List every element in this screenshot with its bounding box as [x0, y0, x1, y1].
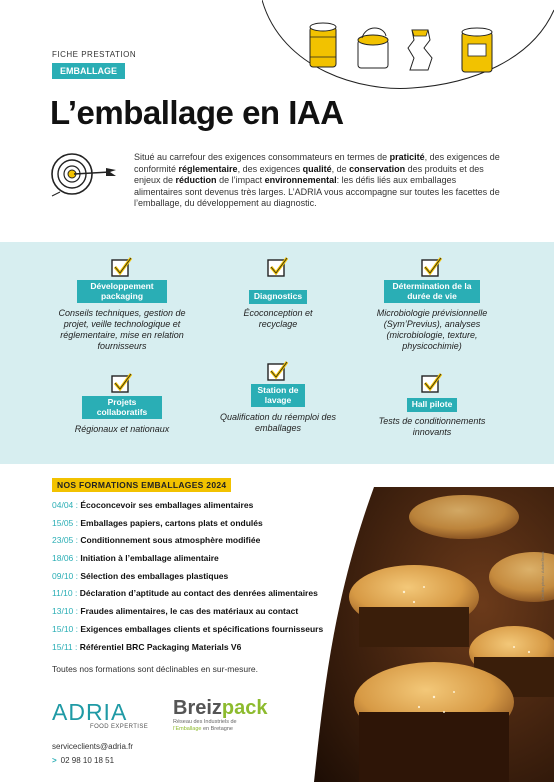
service-title: Projets collaboratifs	[82, 396, 162, 419]
service-desc: Régionaux et nationaux	[74, 423, 170, 434]
service-developpement	[52, 256, 192, 352]
target-icon	[50, 148, 122, 200]
service-desc: Microbiologie prévisionnelle (Sym’Previus), analyses (microbiologie, texture, physicochimie)	[376, 307, 488, 352]
breizpack-tagline-1: Réseau des Industriels de	[173, 719, 237, 725]
list-item: 04/04 : Écoconcevoir ses emballages alimentaires	[52, 500, 254, 510]
checkbox-icon	[267, 256, 289, 278]
intro-paragraph: Situé au carrefour des exigences consommateurs en termes de praticité, des exigences de conformité réglementaire, des exigences qualité, de conservation des produits et des enjeux de réduction de l’impact environnemental: les défis liés aux emballages alimentaires sont devenus très larges. L’ADRIA vous accompagne sur toutes les facettes de l’emballage, du développement au diagnostic.	[134, 152, 500, 209]
page-title: L’emballage en IAA	[50, 94, 344, 131]
adria-logo	[52, 700, 152, 730]
service-projets	[52, 372, 192, 435]
list-item: 09/10 : Sélection des emballages plastiques	[52, 570, 229, 581]
list-item: 15/05 : Emballages papiers, cartons plats et ondulés	[52, 517, 263, 528]
packaging-illustration	[262, 0, 554, 92]
arrow-icon: >	[52, 756, 57, 765]
list-item: 15/11 : Référentiel BRC Packaging Materials V6	[52, 641, 242, 652]
service-hall-pilote	[362, 372, 502, 438]
checkbox-icon	[421, 372, 443, 394]
contact-phone[interactable]: > 02 98 10 18 51	[52, 756, 115, 765]
list-item: 23/05 : Conditionnement sous atmosphère modifiée	[52, 535, 261, 546]
open-can-icon	[358, 28, 388, 68]
category-tag: EMBALLAGE	[52, 63, 125, 79]
service-title: Développement packaging	[77, 280, 167, 303]
service-duree-de-vie	[362, 256, 502, 352]
fiche-label: FICHE PRESTATION	[52, 50, 137, 59]
service-desc: Tests de conditionnements innovants	[378, 416, 486, 438]
service-station-lavage	[208, 360, 348, 434]
checkbox-icon	[111, 256, 133, 278]
list-item: 13/10 : Fraudes alimentaires, le cas des matériaux au contact	[52, 606, 299, 617]
breizpack-tagline-2: l’Emballage en Bretagne	[173, 726, 233, 732]
photo-credit: Crédits photo : AdobeStock	[540, 551, 545, 600]
list-item: 15/10 : Exigences emballages clients et spécifications fournisseurs	[52, 623, 324, 634]
contact-email[interactable]: serviceclients@adria.fr	[52, 742, 134, 751]
services-panel	[0, 242, 554, 464]
list-item: 18/06 : Initiation à l’emballage alimentaire	[52, 553, 219, 564]
can-icon-2	[462, 28, 492, 72]
formations-heading: NOS FORMATIONS EMBALLAGES 2024	[52, 478, 231, 492]
adria-tagline: FOOD EXPERTISE	[90, 724, 149, 730]
service-title: Diagnostics	[249, 290, 307, 304]
service-title: Station de lavage	[251, 384, 305, 407]
service-title: Détermination de la durée de vie	[384, 280, 480, 303]
baked-goods-photo	[314, 487, 554, 782]
service-desc: Conseils techniques, gestion de projet, veille technologique et réglementaire, mise en relation fournisseurs	[58, 307, 186, 352]
adria-wordmark: ADRIA	[52, 699, 128, 725]
service-diagnostics	[208, 256, 348, 330]
can-icon	[310, 23, 336, 67]
service-title: Hall pilote	[407, 398, 458, 412]
list-item: 11/10 : Déclaration d’aptitude au contact des denrées alimentaires	[52, 588, 318, 599]
checkbox-icon	[111, 372, 133, 394]
service-desc: Qualification du réemploi des emballages	[219, 411, 337, 433]
checkbox-icon	[267, 360, 289, 382]
breizpack-wordmark: Breizpack	[173, 697, 268, 719]
formations-note: Toutes nos formations sont déclinables en sur-mesure.	[52, 664, 258, 674]
formations-list	[52, 497, 323, 656]
breizpack-logo	[173, 697, 283, 733]
service-desc: Écoconception et recyclage	[243, 308, 313, 330]
checkbox-icon	[421, 256, 443, 278]
crushed-can-icon	[408, 30, 432, 70]
